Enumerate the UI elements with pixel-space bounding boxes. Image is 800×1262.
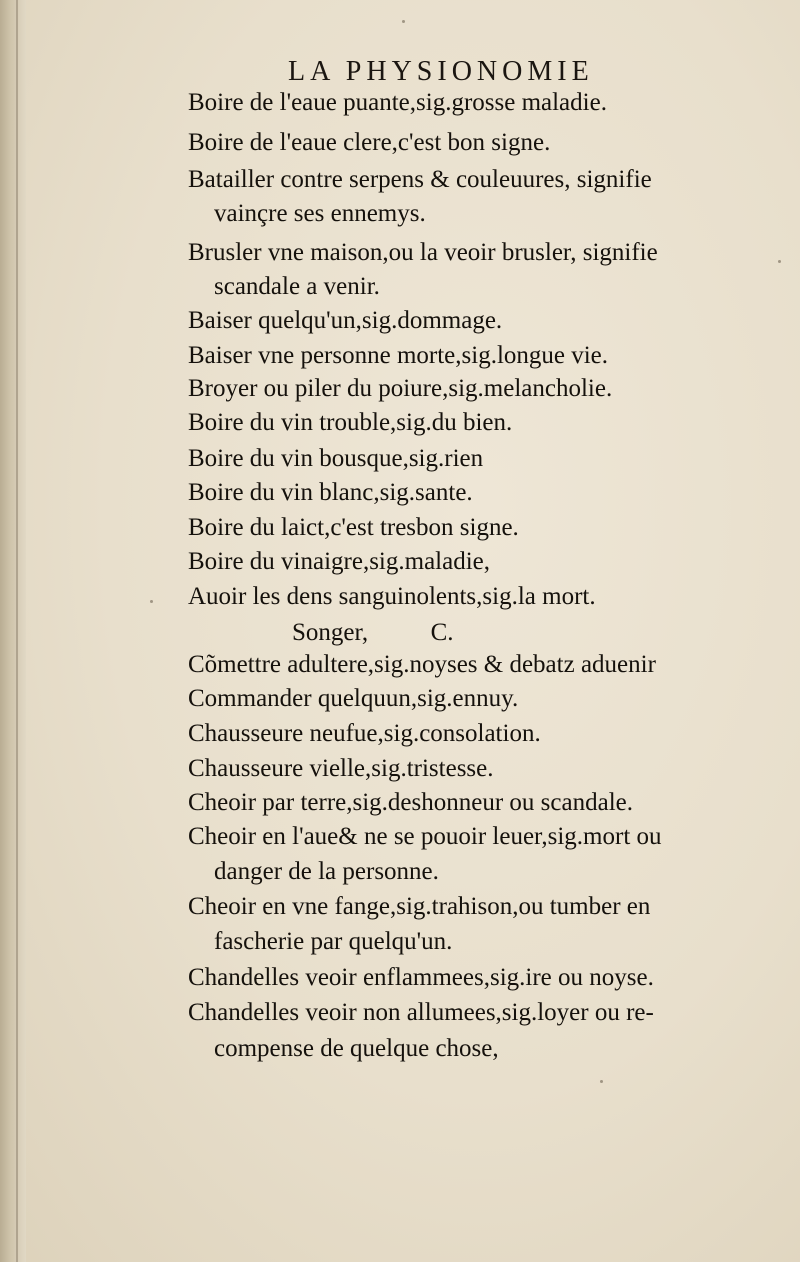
text-line: Boire du laict,c'est tresbon signe. (188, 514, 519, 541)
text-line: Chausseure vielle,sig.tristesse. (188, 755, 494, 782)
text-line: Boire du vin blanc,sig.sante. (188, 479, 473, 506)
paper-speck (150, 600, 153, 603)
text-line: Chandelles veoir enflammees,sig.ire ou noyse. (188, 964, 654, 991)
text-line: Baiser quelqu'un,sig.dommage. (188, 307, 503, 334)
paper-speck (402, 20, 405, 23)
text-line: Cõmettre adultere,sig.noyses & debatz aduenir (188, 651, 656, 678)
text-line: Boire de l'eaue puante,sig.grosse maladie. (188, 89, 607, 116)
text-line: Boire du vin trouble,sig.du bien. (188, 409, 513, 436)
text-line: Cheoir en vne fange,sig.trahison,ou tumber en (188, 893, 651, 920)
text-line: Baiser vne personne morte,sig.longue vie. (188, 342, 609, 369)
text-line: Boire du vin bousque,sig.rien (188, 445, 484, 472)
text-line: Boire de l'eaue clere,c'est bon signe. (188, 129, 551, 156)
text-line: Chandelles veoir non allumees,sig.loyer ou re- (188, 999, 654, 1026)
text-line: Broyer ou piler du poiure,sig.melancholie. (188, 375, 613, 402)
text-line: scandale a venir. (214, 273, 380, 300)
text-line: Brusler vne maison,ou la veoir brusler, signifie (188, 239, 658, 266)
text-line: Cheoir par terre,sig.deshonneur ou scandale. (188, 789, 633, 816)
paper-speck (600, 1080, 603, 1083)
text-line: danger de la personne. (214, 858, 439, 885)
text-line: Commander quelquun,sig.ennuy. (188, 685, 519, 712)
text-line: Chausseure neufue,sig.consolation. (188, 720, 541, 747)
section-heading: Songer, C. (292, 619, 454, 646)
text-line: Auoir les dens sanguinolents,sig.la mort. (188, 583, 596, 610)
text-line: Boire du vinaigre,sig.maladie, (188, 548, 491, 575)
text-line: Batailler contre serpens & couleuures, signifie (188, 166, 652, 193)
paper-speck (778, 260, 781, 263)
text-line: Cheoir en l'aue& ne se pouoir leuer,sig.mort ou (188, 823, 662, 850)
text-line: vainçre ses ennemys. (214, 200, 426, 227)
text-line: fascherie par quelqu'un. (214, 928, 453, 955)
text-line: compense de quelque chose, (214, 1035, 499, 1062)
running-head: LA PHYSIONOMIE (288, 56, 594, 87)
